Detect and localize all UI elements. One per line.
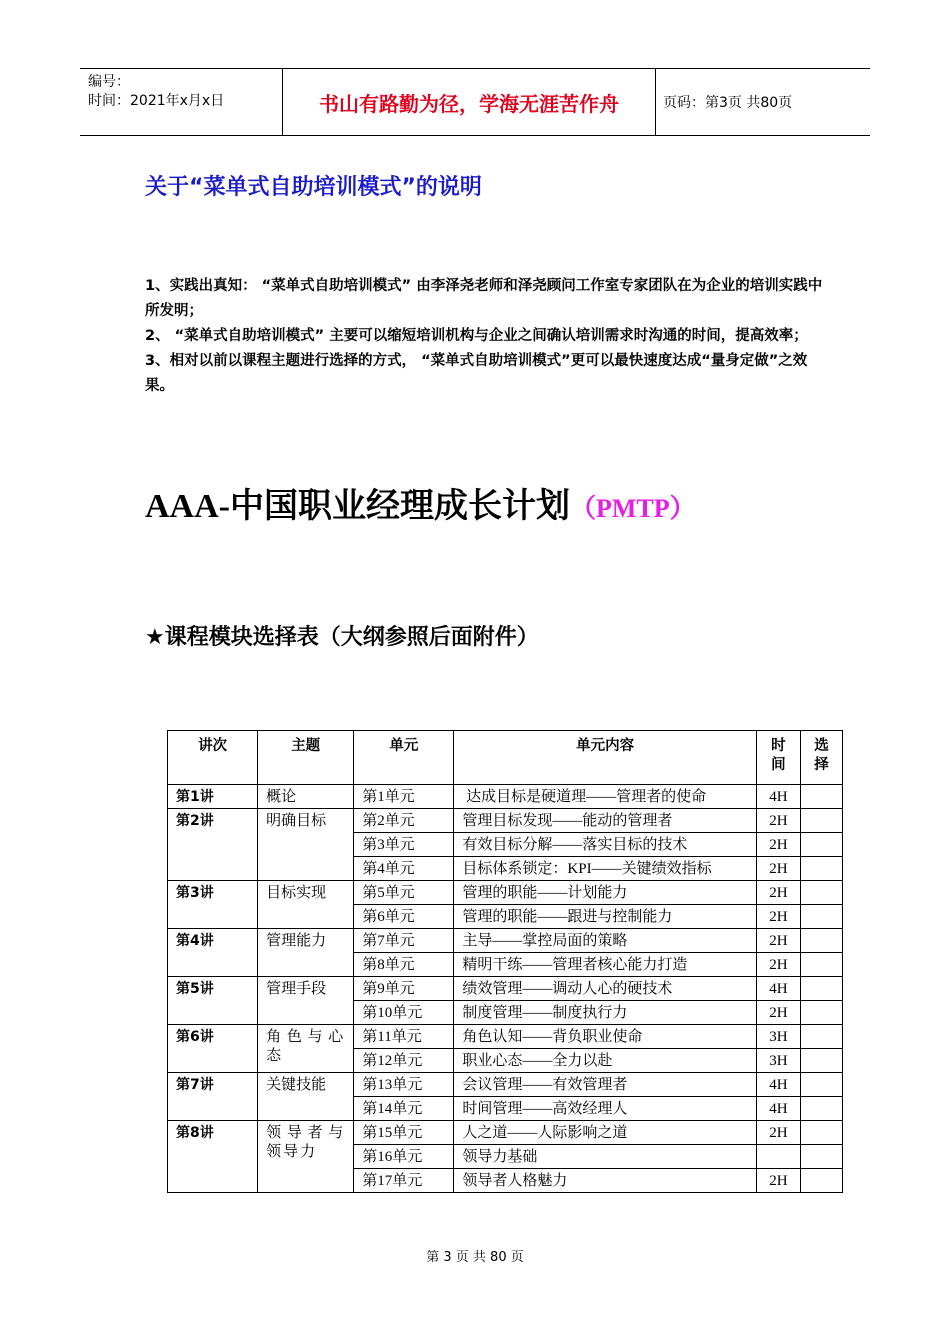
content-cell: 制度管理——制度执行力: [454, 1001, 756, 1025]
unit-cell: 第10单元: [354, 1001, 454, 1025]
doc-title: 关于“菜单式自助培训模式”的说明: [145, 175, 482, 200]
main-title: [145, 478, 696, 527]
main-title-paren-open: （: [569, 494, 596, 523]
content-cell: 有效目标分解——落实目标的技术: [454, 833, 756, 857]
select-cell[interactable]: [800, 1121, 842, 1145]
lecture-cell: 第4讲: [168, 929, 258, 977]
content-cell: 管理目标发现——能动的管理者: [454, 809, 756, 833]
intro-paragraphs: [145, 274, 825, 399]
topic-cell: 领导者与领导力: [258, 1121, 354, 1193]
lecture-cell: 第3讲: [168, 881, 258, 929]
table-body: [168, 785, 843, 1193]
select-cell[interactable]: [800, 881, 842, 905]
time-cell: 2H: [756, 857, 800, 881]
intro-paragraph-1: 1、实践出真知： “菜单式自助培训模式” 由李泽尧老师和泽尧顾问工作室专家团队在为企业的培训实践中所发明；: [145, 278, 823, 319]
unit-cell: 第14单元: [354, 1097, 454, 1121]
main-title-paren-close: ）: [669, 494, 696, 523]
table-row: [168, 929, 843, 953]
unit-cell: 第8单元: [354, 953, 454, 977]
time-cell: 4H: [756, 1097, 800, 1121]
unit-cell: 第9单元: [354, 977, 454, 1001]
content-cell: 管理的职能——计划能力: [454, 881, 756, 905]
time-cell: 2H: [756, 1001, 800, 1025]
unit-cell: 第1单元: [354, 785, 454, 809]
table-header-row: [168, 731, 843, 785]
time-cell: 2H: [756, 905, 800, 929]
select-cell[interactable]: [800, 809, 842, 833]
select-cell[interactable]: [800, 785, 842, 809]
select-cell[interactable]: [800, 833, 842, 857]
header-time: 时间: [756, 731, 800, 785]
content-cell: 达成目标是硬道理——管理者的使命: [454, 785, 756, 809]
header-topic: 主题: [258, 731, 354, 785]
header-page-info: 页码：第3页 共80页: [663, 95, 793, 111]
time-cell: 2H: [756, 1121, 800, 1145]
table-row: [168, 881, 843, 905]
course-selection-table: [167, 730, 843, 1193]
table-row: [168, 809, 843, 833]
time-cell: 2H: [756, 809, 800, 833]
intro-paragraph-3: 3、相对以前以课程主题进行选择的方式， “菜单式自助培训模式”更可以最快速度达成“量身定做”之效果。: [145, 353, 808, 394]
header-lecture: 讲次: [168, 731, 258, 785]
content-cell: 领导力基础: [454, 1145, 756, 1169]
header-time-label: 时间：2021年x月x日: [88, 93, 225, 109]
content-cell: 会议管理——有效管理者: [454, 1073, 756, 1097]
select-cell[interactable]: [800, 857, 842, 881]
content-cell: 绩效管理——调动人心的硬技术: [454, 977, 756, 1001]
main-title-text: AAA-中国职业经理成长计划: [145, 488, 570, 525]
unit-cell: 第16单元: [354, 1145, 454, 1169]
header-content: 单元内容: [454, 731, 756, 785]
content-cell: 精明干练——管理者核心能力打造: [454, 953, 756, 977]
content-cell: 角色认知——背负职业使命: [454, 1025, 756, 1049]
unit-cell: 第2单元: [354, 809, 454, 833]
unit-cell: 第6单元: [354, 905, 454, 929]
select-cell[interactable]: [800, 953, 842, 977]
table-row: [168, 785, 843, 809]
content-cell: 管理的职能——跟进与控制能力: [454, 905, 756, 929]
page-header: [80, 68, 870, 136]
header-select: 选择: [800, 731, 842, 785]
content-cell: 主导——掌控局面的策略: [454, 929, 756, 953]
time-cell: [756, 1145, 800, 1169]
time-cell: 4H: [756, 1073, 800, 1097]
header-unit: 单元: [354, 731, 454, 785]
select-cell[interactable]: [800, 977, 842, 1001]
content-cell: 领导者人格魅力: [454, 1169, 756, 1193]
header-motto: 书山有路勤为径，学海无涯苦作舟: [282, 69, 656, 135]
header-number-label: 编号：: [88, 74, 130, 90]
unit-cell: 第5单元: [354, 881, 454, 905]
time-cell: 4H: [756, 977, 800, 1001]
select-cell[interactable]: [800, 1097, 842, 1121]
time-cell: 2H: [756, 833, 800, 857]
lecture-cell: 第2讲: [168, 809, 258, 881]
unit-cell: 第13单元: [354, 1073, 454, 1097]
select-cell[interactable]: [800, 905, 842, 929]
time-cell: 2H: [756, 953, 800, 977]
select-cell[interactable]: [800, 1073, 842, 1097]
content-cell: 职业心态——全力以赴: [454, 1049, 756, 1073]
lecture-cell: 第5讲: [168, 977, 258, 1025]
topic-cell: 概论: [258, 785, 354, 809]
section-title: ★课程模块选择表（大纲参照后面附件）: [145, 625, 539, 650]
select-cell[interactable]: [800, 1169, 842, 1193]
topic-cell: 目标实现: [258, 881, 354, 929]
lecture-cell: 第7讲: [168, 1073, 258, 1121]
main-title-pmtp: PMTP: [596, 494, 670, 523]
time-cell: 2H: [756, 929, 800, 953]
unit-cell: 第4单元: [354, 857, 454, 881]
time-cell: 2H: [756, 881, 800, 905]
intro-paragraph-2: 2、 “菜单式自助培训模式” 主要可以缩短培训机构与企业之间确认培训需求时沟通的时间，提高效率；: [145, 328, 808, 344]
time-cell: 2H: [756, 1169, 800, 1193]
select-cell[interactable]: [800, 1025, 842, 1049]
table-row: [168, 1073, 843, 1097]
topic-cell: 角色与心态: [258, 1025, 354, 1073]
select-cell[interactable]: [800, 929, 842, 953]
select-cell[interactable]: [800, 1049, 842, 1073]
topic-cell: 管理能力: [258, 929, 354, 977]
table-row: [168, 1025, 843, 1049]
header-meta: [80, 69, 282, 135]
select-cell[interactable]: [800, 1001, 842, 1025]
time-cell: 3H: [756, 1025, 800, 1049]
lecture-cell: 第8讲: [168, 1121, 258, 1193]
time-cell: 4H: [756, 785, 800, 809]
unit-cell: 第12单元: [354, 1049, 454, 1073]
topic-cell: 管理手段: [258, 977, 354, 1025]
content-cell: 目标体系锁定：KPI——关键绩效指标: [454, 857, 756, 881]
unit-cell: 第7单元: [354, 929, 454, 953]
lecture-cell: 第6讲: [168, 1025, 258, 1073]
topic-cell: 关键技能: [258, 1073, 354, 1121]
unit-cell: 第3单元: [354, 833, 454, 857]
time-cell: 3H: [756, 1049, 800, 1073]
select-cell[interactable]: [800, 1145, 842, 1169]
content-cell: 时间管理——高效经理人: [454, 1097, 756, 1121]
table-row: [168, 1121, 843, 1145]
topic-cell: 明确目标: [258, 809, 354, 881]
lecture-cell: 第1讲: [168, 785, 258, 809]
unit-cell: 第11单元: [354, 1025, 454, 1049]
page-footer: 第 3 页 共 80 页: [426, 1250, 524, 1265]
unit-cell: 第15单元: [354, 1121, 454, 1145]
table-row: [168, 977, 843, 1001]
content-cell: 人之道——人际影响之道: [454, 1121, 756, 1145]
unit-cell: 第17单元: [354, 1169, 454, 1193]
